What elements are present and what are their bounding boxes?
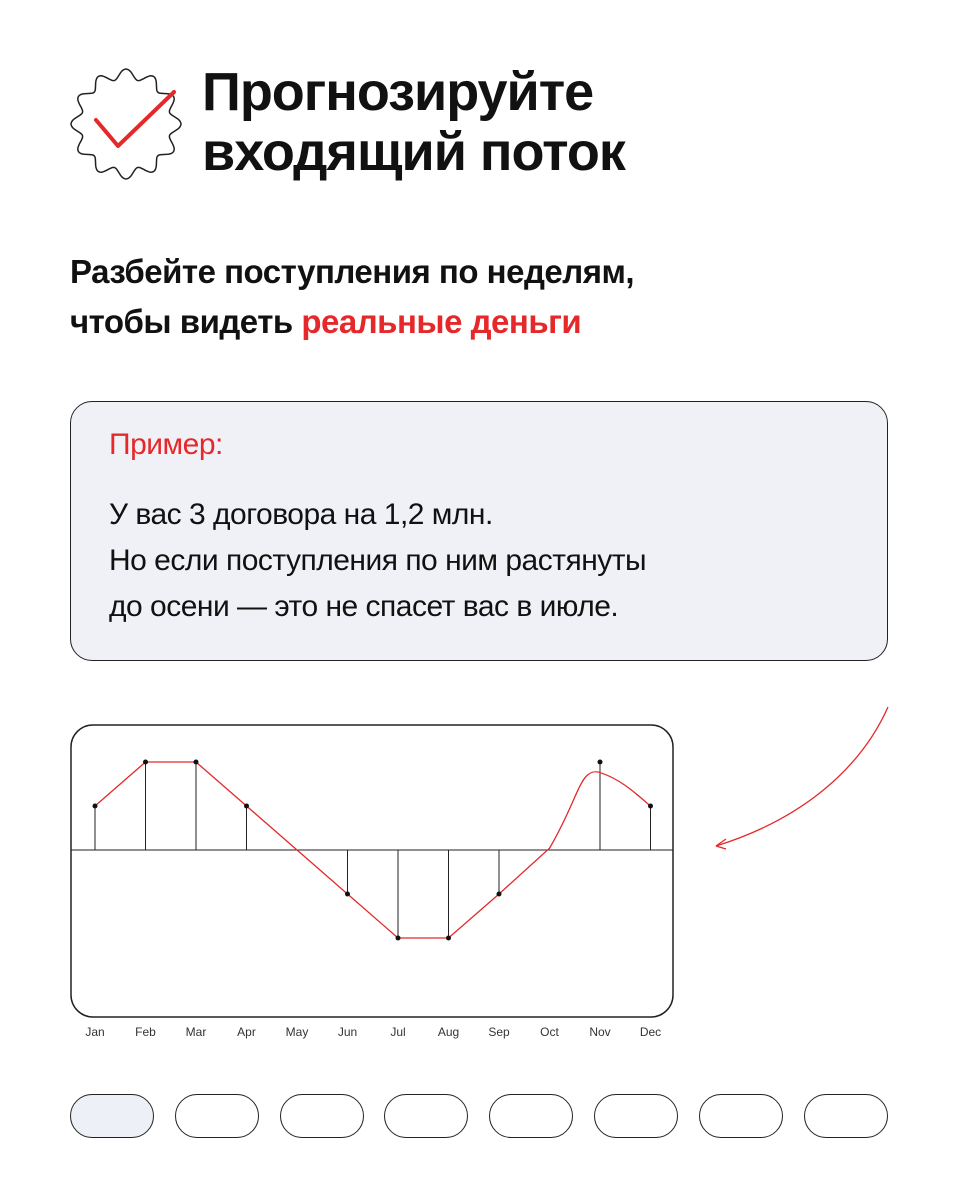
example-label: Пример: [109, 428, 223, 461]
title-line-1: Прогнозируйте [202, 62, 594, 122]
page-indicator[interactable] [804, 1094, 888, 1138]
page-indicator[interactable] [280, 1094, 364, 1138]
page-indicator[interactable] [384, 1094, 468, 1138]
data-point [396, 936, 401, 941]
data-point [143, 760, 148, 765]
data-point [648, 804, 653, 809]
page-indicator[interactable] [70, 1094, 154, 1138]
example-line-3: до осени — это не спасет вас в июле. [109, 590, 619, 623]
chart-area [0, 700, 960, 1060]
x-tick-label: Aug [437, 1025, 460, 1039]
x-tick-label: Sep [488, 1025, 510, 1039]
x-tick-label: Jul [390, 1025, 406, 1039]
pagination [70, 1094, 890, 1140]
cashflow-chart [0, 700, 960, 1060]
page-indicator[interactable] [489, 1094, 573, 1138]
subtitle-accent: реальные деньги [301, 303, 582, 340]
example-line-2: Но если поступления по ним растянуты [109, 544, 647, 577]
x-tick-label: Jun [337, 1025, 358, 1039]
check-badge-icon [66, 64, 186, 184]
data-point [194, 760, 199, 765]
x-tick-label: Apr [237, 1025, 256, 1039]
x-tick-label: Feb [135, 1025, 156, 1039]
title-line-2: входящий поток [202, 122, 625, 182]
data-point [244, 804, 249, 809]
page-indicator[interactable] [594, 1094, 678, 1138]
page-indicator[interactable] [175, 1094, 259, 1138]
subtitle-line-2 [70, 297, 634, 347]
subtitle-line-1: Разбейте поступления по неделям, [70, 253, 635, 290]
subtitle-prefix: чтобы видеть [70, 303, 302, 340]
page-title [202, 62, 625, 182]
example-line-1: У вас 3 договора на 1,2 млн. [109, 498, 493, 531]
subtitle [70, 247, 634, 347]
page-indicator[interactable] [699, 1094, 783, 1138]
data-point [598, 760, 603, 765]
arrow-pointer-icon [716, 707, 888, 846]
x-tick-label: Oct [540, 1025, 559, 1039]
data-point [345, 892, 350, 897]
x-tick-label: Mar [185, 1025, 207, 1039]
x-tick-label: Dec [639, 1025, 662, 1039]
example-text [109, 492, 646, 630]
x-tick-label: Nov [589, 1025, 611, 1039]
data-point [446, 936, 451, 941]
example-card [70, 401, 888, 661]
data-point [497, 892, 502, 897]
x-tick-label: Jan [85, 1025, 105, 1039]
data-point [93, 804, 98, 809]
chart-frame [71, 725, 673, 1017]
x-tick-label: May [285, 1025, 309, 1039]
